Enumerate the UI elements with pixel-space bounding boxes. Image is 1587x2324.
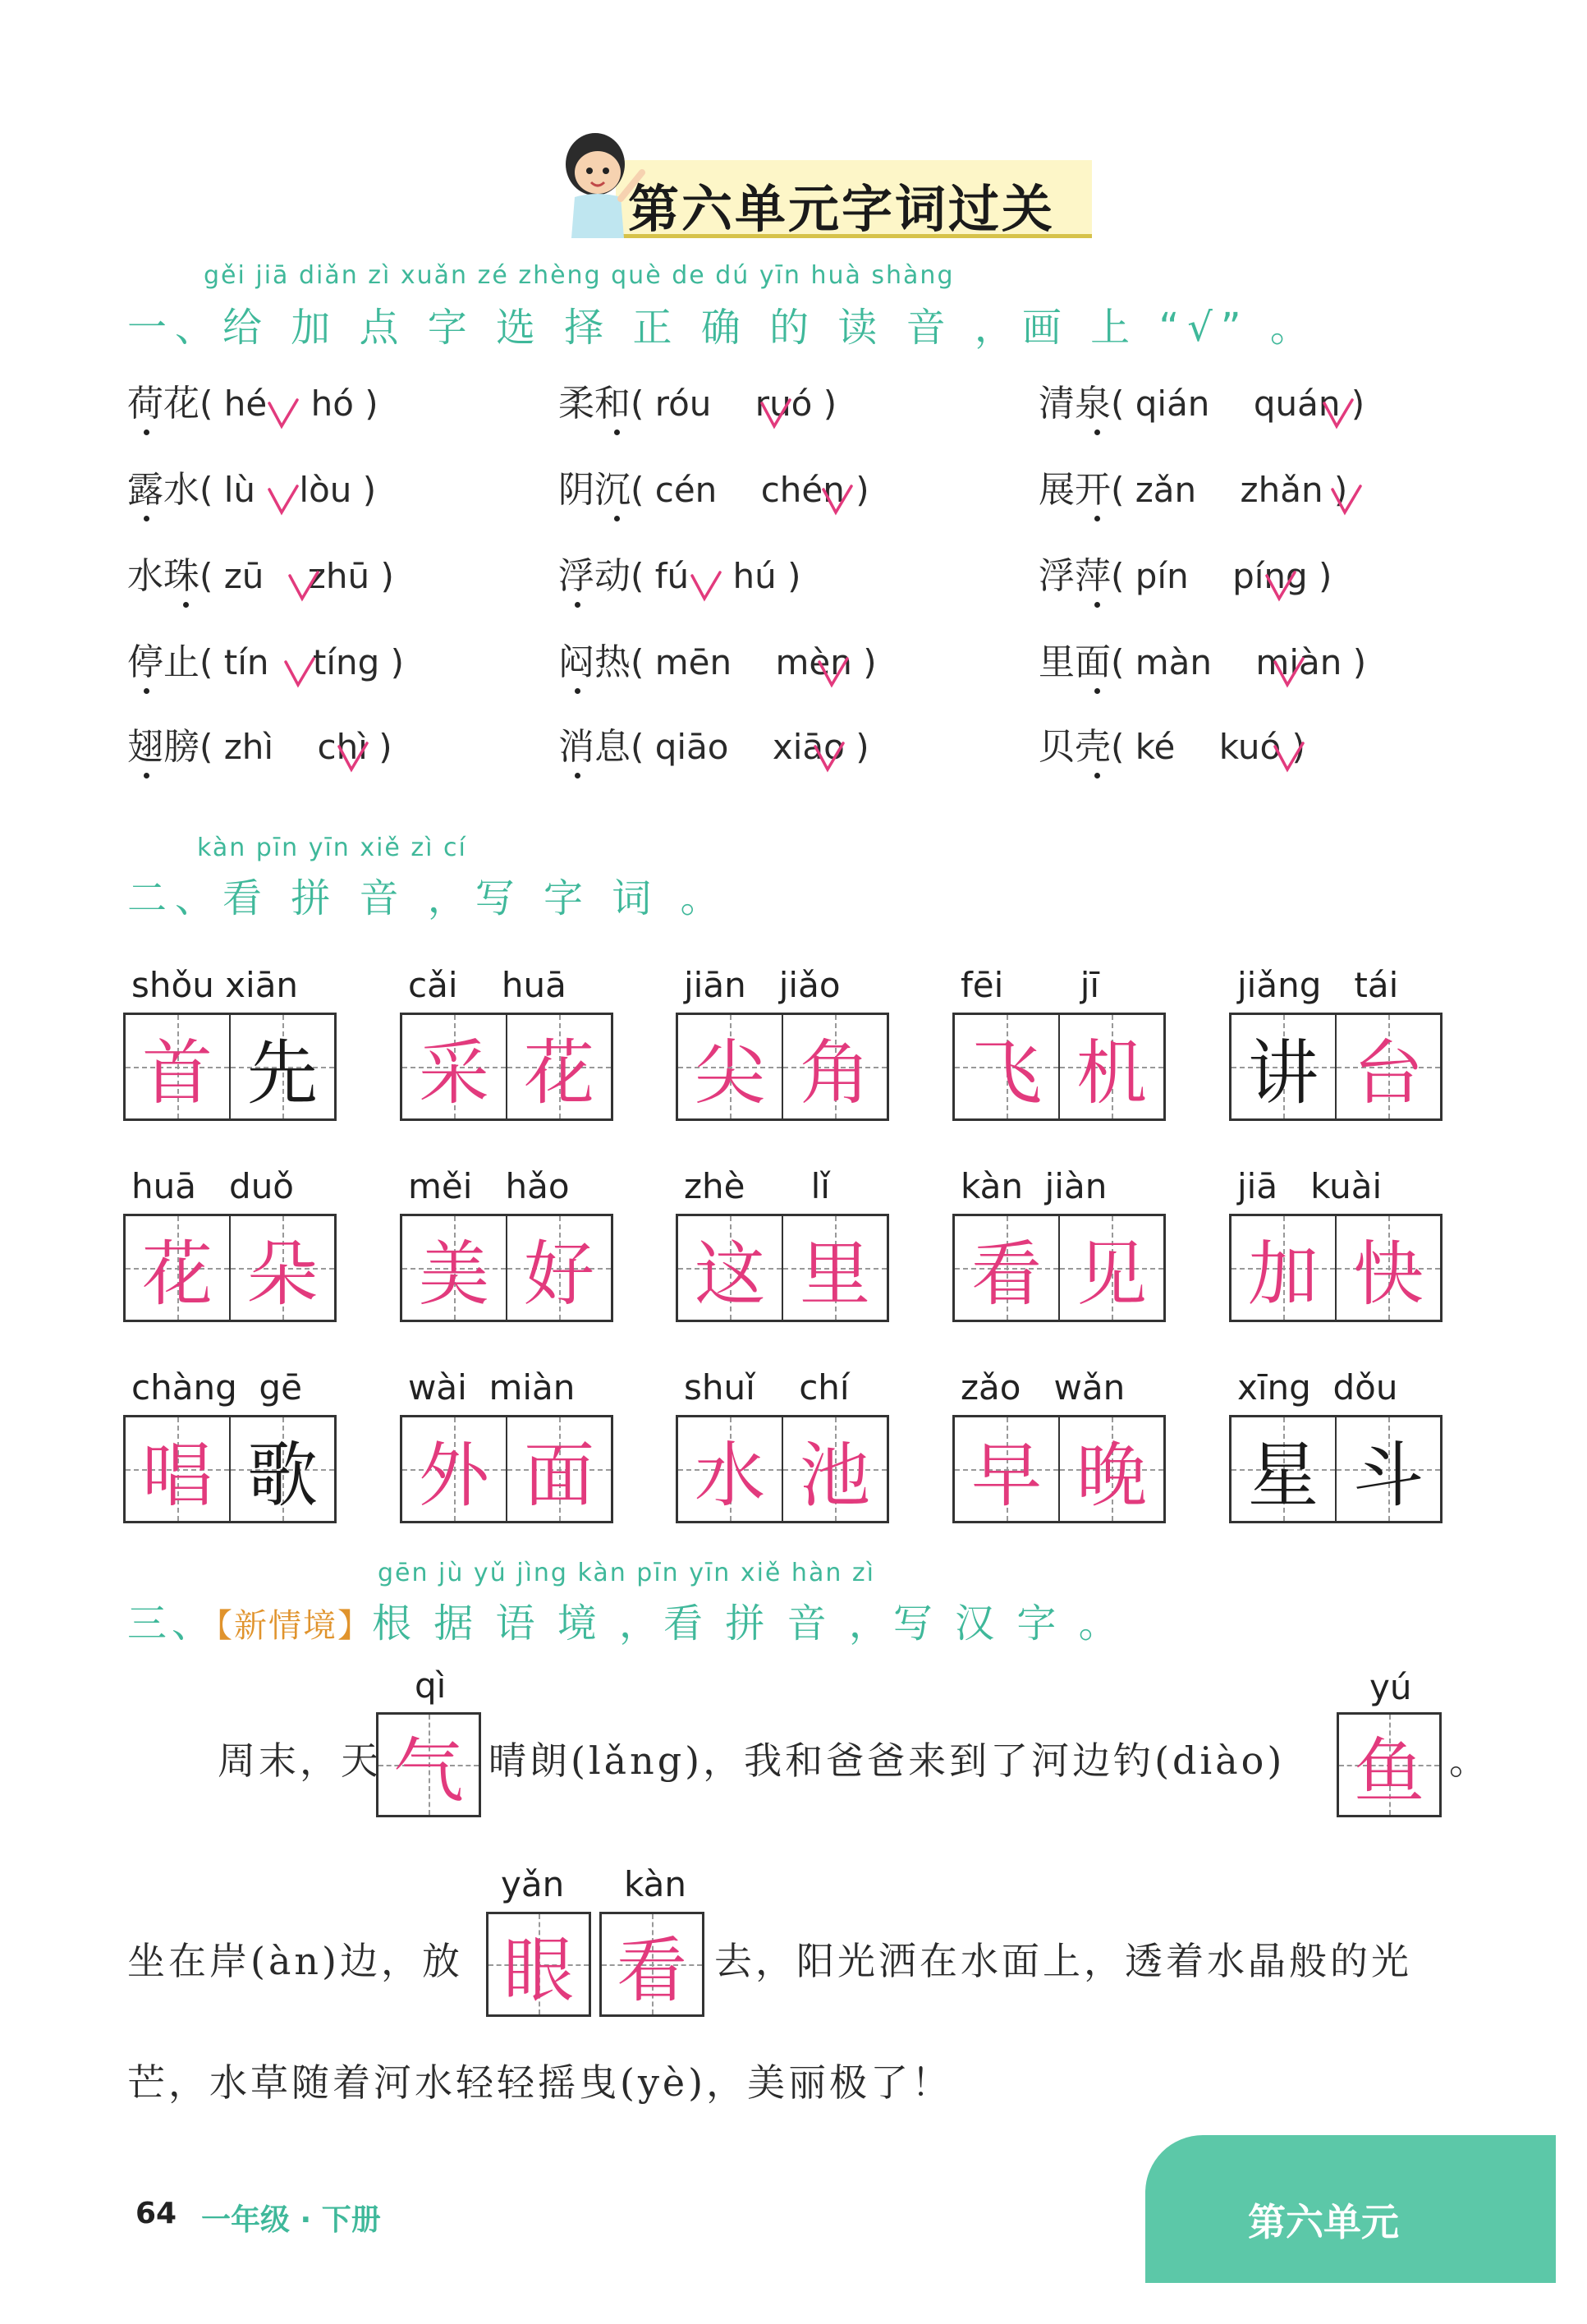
- page-number: 64: [135, 2197, 177, 2230]
- answer-character: 角: [800, 1032, 870, 1114]
- emphasis-dot: [614, 516, 620, 521]
- item-word: 浮萍: [1039, 555, 1111, 597]
- emphasis-dot: [144, 773, 149, 778]
- blank-answer-qi: 气: [393, 1730, 464, 1812]
- checkmark-icon: [267, 398, 300, 429]
- tianzige-cell: [955, 1216, 1058, 1320]
- blank-answer-kan: 看: [617, 1930, 687, 2012]
- given-character: 先: [247, 1032, 318, 1114]
- tianzige-cell: [1058, 1417, 1163, 1521]
- sentence-line3: 芒，水草随着河水轻轻摇曳(yè)，美丽极了！: [127, 2060, 953, 2105]
- emphasis-dot: [1094, 688, 1100, 694]
- answer-character: 见: [1076, 1233, 1147, 1316]
- item-word: 消息: [558, 726, 631, 768]
- word-pinyin: wài miàn: [408, 1367, 576, 1408]
- tianzige-cell: [1335, 1216, 1440, 1320]
- section1-pinyin: gěi jiā diǎn zì xuǎn zé zhèng què de dú yīn huà shàng: [204, 261, 955, 290]
- checkmark-icon: [759, 398, 792, 429]
- tianzige-cell: [126, 1417, 229, 1521]
- pronunciation-item: [127, 546, 394, 599]
- item-options[interactable]: ( zū zhū ): [200, 556, 394, 596]
- item-options[interactable]: ( fú hú ): [631, 556, 801, 596]
- page-title: 第六单元字词过关: [628, 179, 1056, 239]
- emphasis-dot: [183, 602, 189, 608]
- tianzige-cell: [506, 1216, 611, 1320]
- word-pinyin: jiān jiǎo: [684, 965, 841, 1005]
- tianzige-cell: [229, 1216, 334, 1320]
- item-options[interactable]: ( tín tíng ): [200, 642, 405, 682]
- item-options[interactable]: ( qiāo xiāo ): [631, 727, 869, 767]
- answer-character: 飞: [971, 1032, 1042, 1114]
- item-word: 里面: [1039, 641, 1111, 683]
- answer-character: 首: [142, 1032, 213, 1114]
- word-pinyin: chàng gē: [131, 1367, 302, 1408]
- word-pinyin: zǎo wǎn: [961, 1367, 1126, 1408]
- tianzige-box[interactable]: [676, 1013, 889, 1121]
- tianzige-cell: [126, 1216, 229, 1320]
- tianzige-cell: [229, 1417, 334, 1521]
- word-pinyin: fēi jī: [961, 965, 1100, 1005]
- tianzige-cell: [1232, 1216, 1335, 1320]
- emphasis-dot: [144, 688, 149, 694]
- tianzige-cell: [1058, 1216, 1163, 1320]
- checkmark-icon: [1264, 571, 1297, 602]
- word-pinyin: jiā kuài: [1237, 1166, 1383, 1206]
- tianzige-box[interactable]: [1229, 1013, 1443, 1121]
- item-word: 停止: [127, 641, 200, 683]
- checkmark-icon: [821, 485, 854, 516]
- checkmark-icon: [817, 657, 850, 688]
- word-pinyin: cǎi huā: [408, 965, 566, 1005]
- sentence-line2-a: 坐在岸(àn)边，放: [127, 1939, 463, 1983]
- section3-number: 三、: [127, 1601, 217, 1647]
- checkmark-icon: [1330, 485, 1363, 516]
- answer-character: 面: [524, 1435, 594, 1517]
- answer-character: 里: [800, 1233, 870, 1316]
- section2-heading: 二、看 拼 音 ，写 字 词 。: [127, 875, 728, 921]
- item-word: 水珠: [127, 555, 200, 597]
- answer-character: 台: [1353, 1032, 1424, 1114]
- tianzige-cell: [1232, 1417, 1335, 1521]
- answer-character: 晚: [1076, 1435, 1147, 1517]
- item-word: 清泉: [1039, 383, 1111, 425]
- item-options[interactable]: ( lù lòu ): [200, 470, 377, 510]
- tianzige-box[interactable]: [400, 1214, 613, 1322]
- pronunciation-item: [127, 632, 404, 685]
- given-character: 歌: [247, 1435, 318, 1517]
- emphasis-dot: [1094, 602, 1100, 608]
- answer-character: 好: [524, 1233, 594, 1316]
- checkmark-icon: [267, 485, 300, 516]
- blank-pinyin-qi: qì: [415, 1665, 447, 1706]
- emphasis-dot: [1094, 516, 1100, 521]
- blank-pinyin-yan: yǎn: [501, 1864, 565, 1904]
- item-word: 阴沉: [558, 469, 631, 511]
- pronunciation-item: [1039, 632, 1366, 685]
- item-options[interactable]: ( róu ruó ): [631, 384, 837, 424]
- answer-character: 朵: [247, 1233, 318, 1316]
- workbook-page: [25, 25, 1552, 2291]
- tianzige-cell: [955, 1417, 1058, 1521]
- emphasis-dot: [144, 429, 149, 435]
- item-options[interactable]: ( zǎn zhǎn ): [1111, 470, 1348, 510]
- checkmark-icon: [1273, 742, 1305, 773]
- answer-character: 机: [1076, 1032, 1147, 1114]
- pronunciation-item: [1039, 374, 1365, 426]
- emphasis-dot: [1094, 773, 1100, 778]
- section2-pinyin: kàn pīn yīn xiě zì cí: [197, 834, 467, 862]
- tianzige-cell: [402, 1417, 506, 1521]
- tianzige-cell: [126, 1015, 229, 1118]
- new-context-tag: 【新情境】: [216, 1607, 373, 1645]
- grade-label: 一年级 · 下册: [201, 2203, 381, 2237]
- item-word: 露水: [127, 469, 200, 511]
- tianzige-box[interactable]: [123, 1214, 337, 1322]
- pronunciation-item: [558, 374, 837, 426]
- title-banner: [550, 123, 1100, 238]
- tianzige-cell: [678, 1015, 782, 1118]
- emphasis-dot: [575, 602, 580, 608]
- answer-character: 采: [419, 1032, 489, 1114]
- sentence-line1-c: 。: [1449, 1738, 1490, 1783]
- emphasis-dot: [144, 516, 149, 521]
- sentence-line1-b: 晴朗(lǎng)，我和爸爸来到了河边钓(diào): [488, 1738, 1286, 1783]
- answer-character: 加: [1248, 1233, 1319, 1316]
- tianzige-box[interactable]: [400, 1013, 613, 1121]
- tianzige-box[interactable]: [123, 1013, 337, 1121]
- emphasis-dot: [575, 688, 580, 694]
- item-word: 浮动: [558, 555, 631, 597]
- tianzige-box[interactable]: [952, 1214, 1166, 1322]
- tianzige-box[interactable]: [676, 1415, 889, 1523]
- blank-box-yan[interactable]: [486, 1912, 591, 2017]
- given-character: 讲: [1248, 1032, 1319, 1114]
- pronunciation-item: [558, 546, 801, 599]
- blank-box-kan[interactable]: [599, 1912, 704, 2017]
- tianzige-box[interactable]: [952, 1415, 1166, 1523]
- answer-character: 美: [419, 1233, 489, 1316]
- answer-character: 水: [695, 1435, 765, 1517]
- tianzige-cell: [506, 1015, 611, 1118]
- pronunciation-item: [127, 460, 376, 512]
- pronunciation-item: [1039, 460, 1347, 512]
- answer-character: 花: [524, 1032, 594, 1114]
- word-pinyin: kàn jiàn: [961, 1166, 1108, 1206]
- answer-character: 池: [800, 1435, 870, 1517]
- item-options[interactable]: ( ké kuó ): [1111, 727, 1305, 767]
- item-word: 贝壳: [1039, 726, 1111, 768]
- tianzige-cell: [1335, 1417, 1440, 1521]
- unit-label: 第六单元: [1248, 2200, 1399, 2244]
- checkmark-icon: [287, 571, 320, 602]
- section3-pinyin: gēn jù yǔ jìng kàn pīn yīn xiě hàn zì: [378, 1559, 875, 1587]
- blank-box-yu[interactable]: [1337, 1712, 1442, 1817]
- checkmark-icon: [1273, 657, 1305, 688]
- answer-character: 唱: [142, 1435, 213, 1517]
- tianzige-cell: [1232, 1015, 1335, 1118]
- item-word: 闷热: [558, 641, 631, 683]
- given-character: 星: [1248, 1435, 1319, 1517]
- word-pinyin: zhè lǐ: [684, 1166, 830, 1206]
- answer-character: 外: [419, 1435, 489, 1517]
- blank-answer-yan: 眼: [503, 1930, 574, 2012]
- tianzige-cell: [506, 1417, 611, 1521]
- item-options[interactable]: ( màn miàn ): [1111, 642, 1367, 682]
- checkmark-icon: [1322, 398, 1355, 429]
- item-word: 柔和: [558, 383, 631, 425]
- word-pinyin: huā duǒ: [131, 1166, 295, 1206]
- item-word: 翅膀: [127, 726, 200, 768]
- tianzige-cell: [782, 1015, 887, 1118]
- word-pinyin: shǒu xiān: [131, 965, 299, 1005]
- tianzige-cell: [782, 1417, 887, 1521]
- tianzige-cell: [955, 1015, 1058, 1118]
- emphasis-dot: [614, 429, 620, 435]
- tianzige-cell: [1335, 1015, 1440, 1118]
- blank-answer-yu: 鱼: [1354, 1730, 1424, 1812]
- answer-character: 尖: [695, 1032, 765, 1114]
- word-pinyin: jiǎng tái: [1237, 965, 1399, 1005]
- sentence-line1-a: 周末，天: [218, 1738, 382, 1783]
- section3-heading-row: [127, 1591, 1123, 1648]
- answer-character: 看: [971, 1233, 1042, 1316]
- blank-pinyin-kan: kàn: [624, 1864, 686, 1904]
- tianzige-cell: [1058, 1015, 1163, 1118]
- tianzige-box[interactable]: [1229, 1415, 1443, 1523]
- blank-pinyin-yu: yú: [1369, 1667, 1412, 1707]
- pronunciation-item: [1039, 717, 1305, 769]
- answer-character: 花: [142, 1233, 213, 1316]
- word-pinyin: shuǐ chí: [684, 1367, 850, 1408]
- item-options[interactable]: ( qián quán ): [1111, 384, 1365, 424]
- section1-heading: 一、给 加 点 字 选 择 正 确 的 读 音 ，画 上 “√” 。: [127, 305, 1318, 351]
- tianzige-box[interactable]: [1229, 1214, 1443, 1322]
- tianzige-cell: [782, 1216, 887, 1320]
- tianzige-cell: [229, 1015, 334, 1118]
- given-character: 斗: [1353, 1435, 1424, 1517]
- section3-heading: 根 据 语 境 ，看 拼 音 ，写 汉 字 。: [372, 1601, 1123, 1647]
- tianzige-box[interactable]: [676, 1214, 889, 1322]
- answer-character: 这: [695, 1233, 765, 1316]
- tianzige-box[interactable]: [952, 1013, 1166, 1121]
- tianzige-cell: [678, 1417, 782, 1521]
- item-options[interactable]: ( pín píng ): [1111, 556, 1332, 596]
- emphasis-dot: [575, 773, 580, 778]
- tianzige-cell: [402, 1216, 506, 1320]
- item-options[interactable]: ( hé hó ): [200, 384, 378, 424]
- pronunciation-item: [127, 374, 378, 426]
- checkmark-icon: [813, 742, 846, 773]
- word-pinyin: xīng dǒu: [1237, 1367, 1398, 1408]
- tianzige-box[interactable]: [400, 1415, 613, 1523]
- tianzige-cell: [402, 1015, 506, 1118]
- blank-box-qi[interactable]: [376, 1712, 481, 1817]
- item-options[interactable]: ( mēn mèn ): [631, 642, 877, 682]
- item-word: 荷花: [127, 383, 200, 425]
- item-word: 展开: [1039, 469, 1111, 511]
- emphasis-dot: [1094, 429, 1100, 435]
- tianzige-box[interactable]: [123, 1415, 337, 1523]
- sentence-line2-b: 去，阳光洒在水面上，透着水晶般的光: [714, 1939, 1412, 1983]
- tianzige-cell: [678, 1216, 782, 1320]
- item-options[interactable]: ( cén chén ): [631, 470, 869, 510]
- item-options[interactable]: ( zhì chì ): [200, 727, 392, 767]
- word-pinyin: měi hǎo: [408, 1166, 570, 1206]
- answer-character: 快: [1353, 1233, 1424, 1316]
- checkmark-icon: [690, 571, 722, 602]
- checkmark-icon: [337, 742, 369, 773]
- checkmark-icon: [283, 657, 316, 688]
- answer-character: 早: [971, 1435, 1042, 1517]
